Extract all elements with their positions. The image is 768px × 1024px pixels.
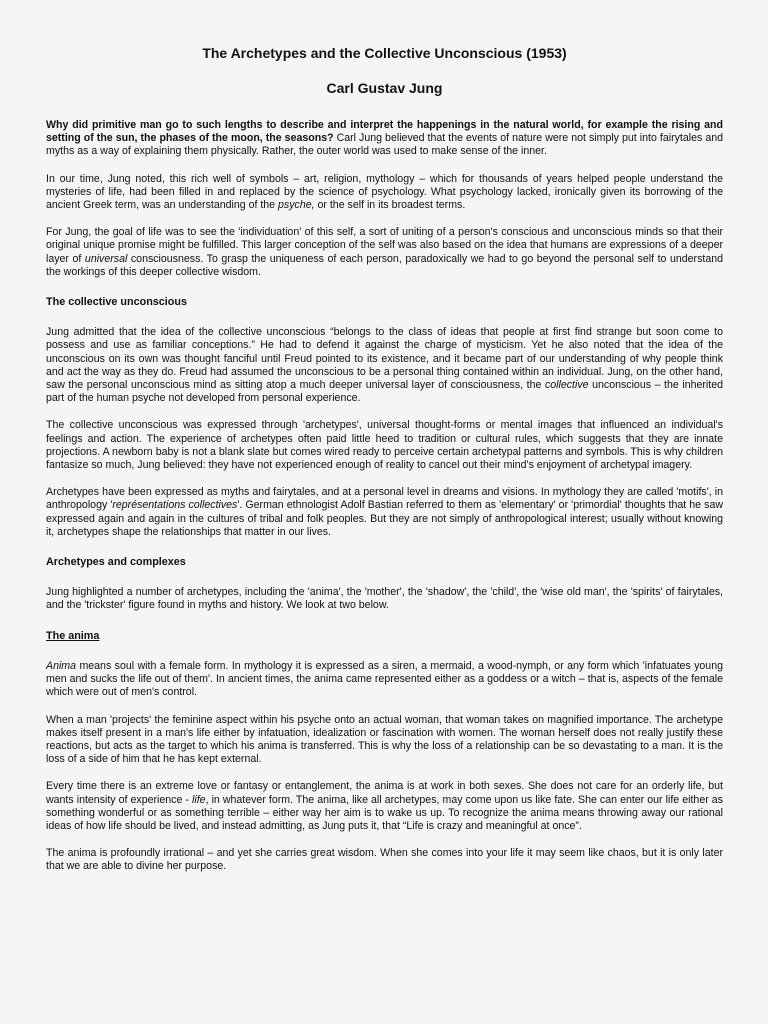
p10-text-b: , in whatever form. The anima, like all archetypes, may come upon us like fate. She can enter our life either as something wonderful or as something terrible – either way her aim is to wake us up. To recognize the anima means throwing away our rational ideas of how life should be lived, and instead admitting, as Jung puts it, that “Life is crazy and meaningful at once”. <box>46 793 723 832</box>
p8-emphasis: Anima <box>46 659 77 672</box>
p4-text-b: unconscious – the inherited part of the human psyche not developed from personal experience. <box>46 379 723 405</box>
paragraph-11: The anima is profoundly irrational – and yet she carries great wisdom. When she comes into your life it may seem like chaos, but it is only later that we are able to divine her purpose. <box>46 847 723 873</box>
paragraph-5: The collective unconscious was expressed through 'archetypes', universal thought-forms or mental images that influenced an individual's feelings and action. The experience of archetypes often paid little heed to tradition or cultural rules, which suggests that they are innate projections. A newborn baby is not a blank slate but comes wired ready to perceive certain archetypal patterns and symbols. This is why children fantasize so much, Jung believed: they have not experienced enough of reality to cancel out their mind's enjoyment of archetypal imagery. <box>46 419 723 472</box>
section-heading-collective: The collective unconscious <box>46 296 187 309</box>
p3-text-a: For Jung, the goal of life was to see the 'individuation' of this self, a sort of uniting of a person's conscious and unconscious minds so that their original unique promise might be fulfilled. This larger conception of the self was also based on the idea that humans are expressions of a deeper layer of <box>46 226 723 265</box>
paragraph-2 <box>46 173 723 213</box>
section-heading-archetypes: Archetypes and complexes <box>46 556 186 569</box>
p10-text-a: Every time there is an extreme love or fantasy or entanglement, the anima is at work in both sexes. She does not care for an orderly life, but wants intensity of experience - <box>46 780 723 806</box>
intro-rest: Carl Jung believed that the events of nature were not simply put into fairytales and myths as a way of explaining them physically. Rather, the outer world was used to make sense of the inner. <box>46 132 723 158</box>
intro-paragraph <box>46 119 723 159</box>
p3-text-b: consciousness. To grasp the uniqueness of each person, paradoxically we had to go beyond the personal self to understand the workings of this deeper collective wisdom. <box>46 252 723 278</box>
p2-text-a: In our time, Jung noted, this rich well of symbols – art, religion, mythology – which for thousands of years helped people understand the mysteries of life, had been filled in and replaced by the science of psychology. What psychology lacked, ironically given its borrowing of the ancient Greek term, was an understanding of the <box>46 172 723 212</box>
paragraph-6 <box>46 486 723 539</box>
subheading-anima: The anima <box>46 629 100 642</box>
p2-text-b: or the self in its broadest terms. <box>314 199 466 212</box>
document-title: The Archetypes and the Collective Unconscious (1953) <box>202 45 567 61</box>
paragraph-9: When a man 'projects' the feminine aspect within his psyche onto an actual woman, that woman takes on magnified importance. The archetype makes itself present in a man's life either by infatuation, idealization or fascination with women. The woman herself does not really justify these reactions, but acts as the target to which his anima is transferred. This is why the loss of a relationship can be so devastating to a man. It is the loss of a side of him that he has kept external. <box>46 713 723 766</box>
p6-text-b: '. German ethnologist Adolf Bastian referred to them as 'elementary' or 'primordial' thoughts that he saw expressed again and again in the cultures of tribal and folk peoples. But they are not simply of anthropological interest; usually without knowing it, archetypes shape the relationships that matter in our lives. <box>46 499 724 538</box>
p10-emphasis: life <box>192 793 206 806</box>
p3-emphasis: universal <box>84 252 128 265</box>
intro-lead: Why did primitive man go to such lengths to describe and interpret the happenings in the natural world, for example the rising and setting of the sun, the phases of the moon, the seasons? <box>46 119 723 145</box>
paragraph-3 <box>46 226 723 279</box>
p6-text-a: Archetypes have been expressed as myths and fairytales, and at a personal level in dreams and visions. In mythology they are called 'motifs', in anthropology ' <box>46 486 723 512</box>
p4-text-a: Jung admitted that the idea of the collective unconscious “belongs to the class of ideas that people at first find strange but soon come to possess and use as familiar conceptions.” He had to defend it against the charge of mysticism. Yet he also noted that the idea of the unconscious on its own was thought fanciful until Freud pointed to its existence, and it became part of our understanding of why people think and act the way as they do. Freud had assumed the unconscious to be a personal thing contained within an individual. Jung, on the other hand, saw the personal unconscious mind as sitting atop a much deeper universal layer of consciousness, the <box>46 326 723 392</box>
p2-emphasis: psyche, <box>278 199 315 212</box>
paragraph-8 <box>46 660 723 700</box>
document-page <box>46 44 723 874</box>
paragraph-10 <box>46 780 723 833</box>
paragraph-4 <box>46 326 723 405</box>
document-author: Carl Gustav Jung <box>326 80 443 96</box>
p8-text-b: means soul with a female form. In mythology it is expressed as a siren, a mermaid, a wood-nymph, or any form which 'infatuates young men and sucks the life out of them'. In ancient times, the anima came represented either as a goddess or a witch – that is, aspects of the female which were out of men's control. <box>46 659 723 699</box>
p4-emphasis: collective <box>544 379 589 392</box>
paragraph-7: Jung highlighted a number of archetypes, including the 'anima', the 'mother', the 'shadow', the 'child', the 'wise old man', the 'spirits' of fairytales, and the 'trickster' figure found in myths and history. We look at two below. <box>46 586 723 612</box>
p6-emphasis: représentations collectives <box>112 499 238 512</box>
